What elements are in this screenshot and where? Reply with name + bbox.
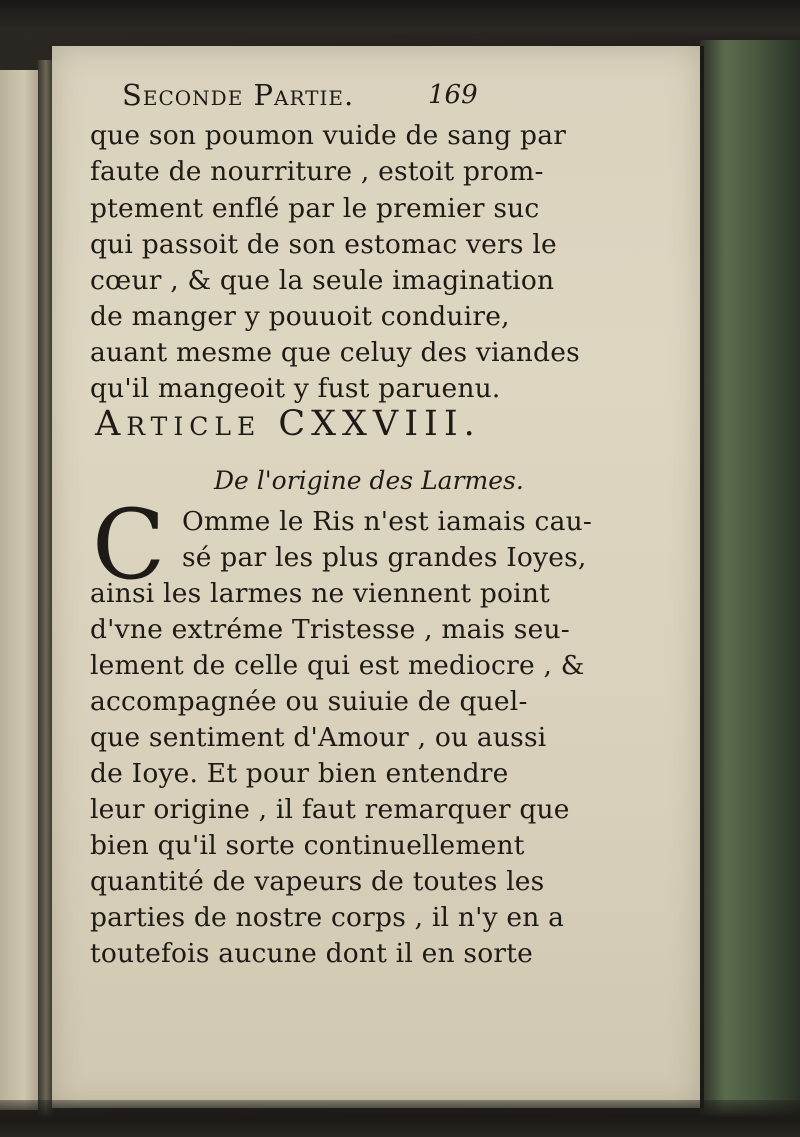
top-shadow [0, 0, 800, 48]
bottom-shadow [0, 1100, 800, 1137]
text-line: accompagnée ou suiuie de quel- [90, 686, 528, 717]
text-line: cœur , & que la seule imagination [90, 265, 555, 296]
text-line: qu'il mangeoit y fust paruenu. [90, 373, 501, 404]
facing-page-edge [0, 70, 40, 1110]
text-line: ainsi les larmes ne viennent point [90, 578, 550, 609]
text-line: quantité de vapeurs de toutes les [90, 866, 545, 897]
article-subtitle: De l'origine des Larmes. [214, 466, 524, 495]
text-line: de manger y pouuoit conduire, [90, 301, 510, 332]
text-line: d'vne extréme Tristesse , mais seu- [90, 614, 570, 645]
text-line: que sentiment d'Amour , ou aussi [90, 722, 547, 753]
text-line: lement de celle qui est mediocre , & [90, 650, 585, 681]
book-cover [700, 40, 800, 1120]
text-line: que son poumon vuide de sang par [90, 120, 567, 151]
text-line: de Ioye. Et pour bien entendre [90, 758, 509, 789]
text-line: sé par les plus grandes Ioyes, [182, 542, 587, 573]
article-heading: Article CXXVIII. [95, 404, 481, 444]
running-head: Seconde Partie. [122, 78, 355, 112]
drop-cap: C [92, 489, 166, 601]
text-line: ptement enflé par le premier suc [90, 193, 540, 224]
text-line: parties de nostre corps , il n'y en a [90, 902, 565, 933]
text-line: toutefois aucune dont il en sorte [90, 938, 533, 969]
text-line: auant mesme que celuy des viandes [90, 337, 580, 368]
text-line: bien qu'il sorte continuellement [90, 830, 525, 861]
text-line: qui passoit de son estomac vers le [90, 229, 557, 260]
text-line: leur origine , il faut remarquer que [90, 794, 570, 825]
page-number: 169 [428, 80, 478, 110]
text-line: Omme le Ris n'est iamais cau- [182, 506, 592, 537]
text-line: faute de nourriture , estoit prom- [90, 156, 544, 187]
